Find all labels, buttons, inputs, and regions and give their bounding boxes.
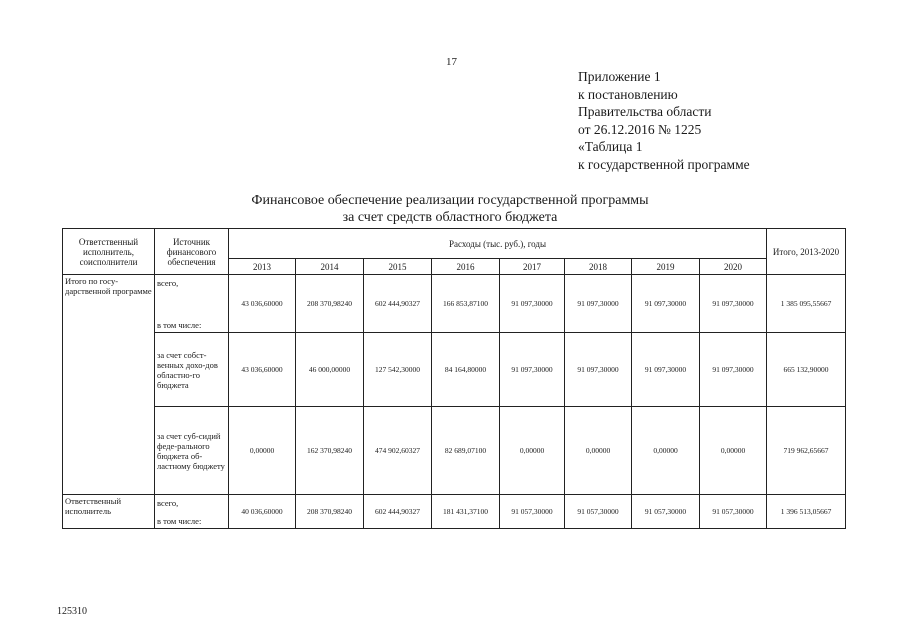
appendix-note: [578, 68, 750, 173]
header-year: 2020: [700, 259, 767, 275]
executor-cell: Ответственный исполнитель: [63, 495, 155, 529]
source-cell: за счет суб-сидий феде-рального бюджета об-ластному бюджету: [155, 407, 229, 495]
value-cell: 208 370,98240: [296, 275, 364, 333]
value-cell: 162 370,98240: [296, 407, 364, 495]
total-cell: 1 385 095,55667: [767, 275, 846, 333]
total-cell: 665 132,90000: [767, 333, 846, 407]
table-row: [63, 275, 846, 333]
value-cell: 602 444,90327: [364, 495, 432, 529]
table-row: [63, 407, 846, 495]
header-year: 2013: [229, 259, 296, 275]
value-cell: 91 097,30000: [565, 275, 632, 333]
value-cell: 91 097,30000: [632, 275, 700, 333]
financing-table: [62, 228, 846, 529]
header-year: 2019: [632, 259, 700, 275]
source-cell: [155, 275, 229, 333]
value-cell: 0,00000: [565, 407, 632, 495]
total-cell: 719 962,65667: [767, 407, 846, 495]
header-year: 2018: [565, 259, 632, 275]
value-cell: 91 097,30000: [700, 275, 767, 333]
value-cell: 0,00000: [700, 407, 767, 495]
value-cell: 127 542,30000: [364, 333, 432, 407]
value-cell: 40 036,60000: [229, 495, 296, 529]
value-cell: 91 057,30000: [565, 495, 632, 529]
header-year: 2016: [432, 259, 500, 275]
appendix-line: от 26.12.2016 № 1225: [578, 121, 702, 137]
table-row: [63, 495, 846, 529]
appendix-line: Приложение 1: [578, 69, 661, 84]
value-cell: 91 057,30000: [500, 495, 565, 529]
source-label: в том числе:: [157, 319, 202, 330]
value-cell: 91 097,30000: [632, 333, 700, 407]
appendix-line: «Таблица 1: [578, 139, 643, 154]
value-cell: 82 689,07100: [432, 407, 500, 495]
appendix-line: к постановлению: [578, 86, 678, 102]
page-number: 17: [446, 56, 457, 68]
value-cell: 84 164,80000: [432, 333, 500, 407]
appendix-line: к государственной программе: [578, 156, 750, 172]
value-cell: 43 036,60000: [229, 333, 296, 407]
value-cell: 46 000,00000: [296, 333, 364, 407]
appendix-line: Правительства области: [578, 104, 712, 119]
header-total: Итого, 2013-2020: [767, 229, 846, 275]
source-cell: за счет собст-венных дохо-дов областно-го бюджета: [155, 333, 229, 407]
value-cell: 91 057,30000: [632, 495, 700, 529]
value-cell: 166 853,87100: [432, 275, 500, 333]
value-cell: 91 057,30000: [700, 495, 767, 529]
total-cell: 1 396 513,05667: [767, 495, 846, 529]
value-cell: 0,00000: [229, 407, 296, 495]
source-label: всего,: [157, 277, 179, 288]
value-cell: 91 097,30000: [500, 275, 565, 333]
value-cell: 602 444,90327: [364, 275, 432, 333]
value-cell: 91 097,30000: [700, 333, 767, 407]
document-code: 125310: [57, 606, 87, 617]
source-label: в том числе:: [157, 515, 202, 526]
value-cell: 91 097,30000: [500, 333, 565, 407]
header-year: 2014: [296, 259, 364, 275]
table-row: [63, 333, 846, 407]
value-cell: 208 370,98240: [296, 495, 364, 529]
value-cell: 0,00000: [500, 407, 565, 495]
value-cell: 181 431,37100: [432, 495, 500, 529]
document-title: [150, 192, 750, 226]
source-cell: [155, 495, 229, 529]
header-expenses: Расходы (тыс. руб.), годы: [229, 229, 767, 259]
header-year: 2017: [500, 259, 565, 275]
source-label: всего,: [157, 497, 179, 508]
header-executor: Ответственный исполнитель, соисполнители: [63, 229, 155, 275]
header-source: Источник финансового обеспечения: [155, 229, 229, 275]
header-year: 2015: [364, 259, 432, 275]
title-line-2: за счет средств областного бюджета: [342, 210, 558, 225]
value-cell: 0,00000: [632, 407, 700, 495]
executor-cell: Итого по госу-дарственной программе: [63, 275, 155, 495]
value-cell: 91 097,30000: [565, 333, 632, 407]
value-cell: 43 036,60000: [229, 275, 296, 333]
value-cell: 474 902,60327: [364, 407, 432, 495]
title-line-1: Финансовое обеспечение реализации государственной программы: [251, 193, 649, 208]
